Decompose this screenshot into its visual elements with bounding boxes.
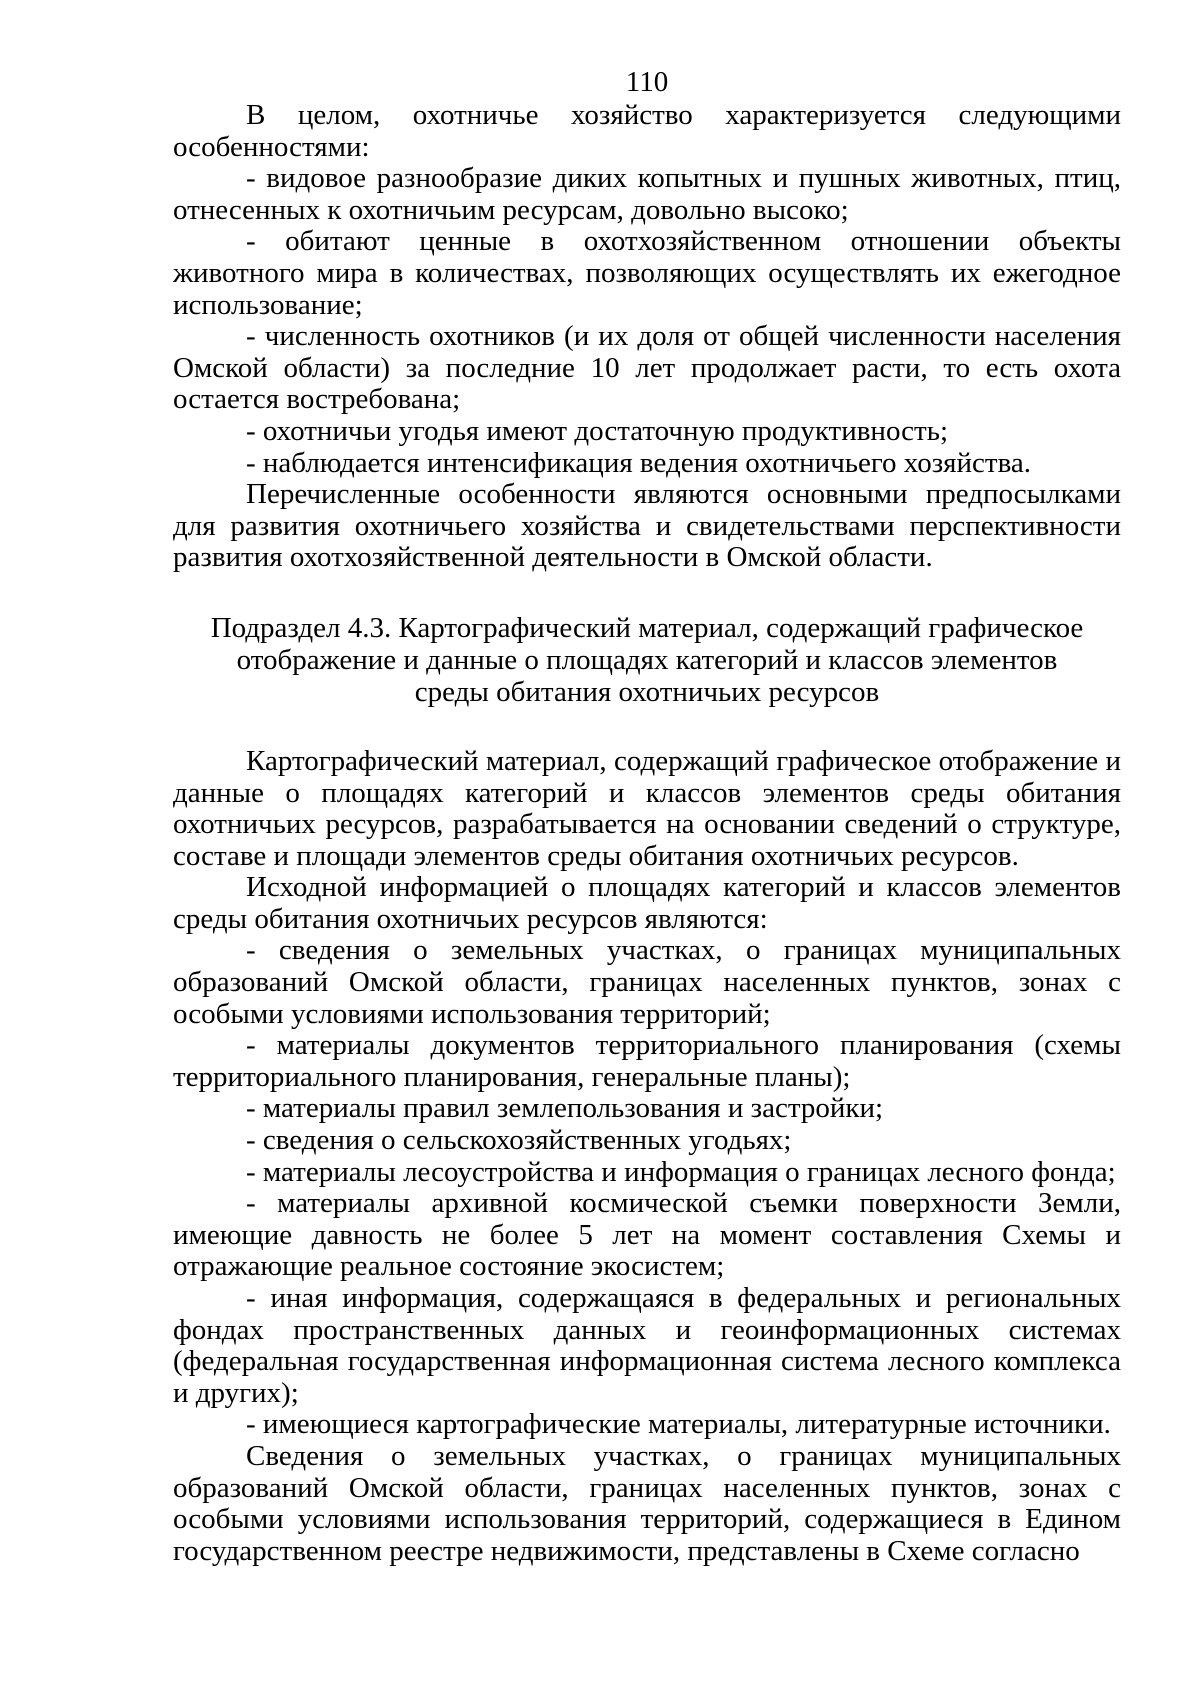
list-item-species-diversity: - видовое разнообразие диких копытных и пушных животных, птиц, отнесенных к охотничьим ресурсам, довольно высоко; [173, 162, 1121, 226]
page-number: 110 [625, 66, 669, 98]
paragraph-intro: В целом, охотничье хозяйство характеризуется следующими особенностями: [173, 99, 1121, 163]
list-item-other-info: - иная информация, содержащаяся в федеральных и региональных фондах пространственных данных и геоинформационных системах (федеральная государственная информационная система лесного комплекса и других); [173, 1282, 1121, 1409]
list-item-land-plots: - сведения о земельных участках, о границах муниципальных образований Омской области, границах населенных пунктов, зонах с особыми условиями использования территорий; [173, 934, 1121, 1030]
heading-line: отображение и данные о площадях категорий и классов элементов [236, 643, 1058, 676]
list-item-land-use-rules: - материалы правил землепользования и застройки; [246, 1092, 884, 1125]
paragraph-source-info: Исходной информацией о площадях категорий и классов элементов среды обитания охотничьих ресурсов являются: [173, 871, 1121, 935]
document-page [173, 66, 1121, 1567]
paragraph-registry-info: Сведения о земельных участках, о границах муниципальных образований Омской области, границах населенных пунктов, зонах с особыми условиями использования территорий, содержащиеся в Едином государственном реестре недвижимости, представлены в Схеме согласно [173, 1439, 1121, 1567]
list-item-valuable-fauna: - обитают ценные в охотхозяйственном отношении объекты животного мира в количествах, позволяющих осуществлять их ежегодное использование; [173, 225, 1121, 321]
section-cartographic-material [173, 746, 1121, 1567]
list-item-forest-management: - материалы лесоустройства и информация о границах лесного фонда; [246, 1155, 1116, 1188]
list-item-intensification: - наблюдается интенсификация ведения охотничьего хозяйства. [246, 446, 1031, 479]
list-item-productivity: - охотничьи угодья имеют достаточную продуктивность; [246, 414, 949, 447]
list-item-cartographic-sources: - имеющиеся картографические материалы, литературные источники. [246, 1408, 1111, 1441]
heading-line: Подраздел 4.3. Картографический материал, содержащий графическое [210, 611, 1084, 644]
list-item-hunters-count: - численность охотников (и их доля от общей численности населения Омской области) за последние 10 лет продолжает расти, то есть охота остается востребована; [173, 320, 1121, 416]
list-item-agricultural-lands: - сведения о сельскохозяйственных угодьях; [246, 1124, 792, 1157]
paragraph-conclusion: Перечисленные особенности являются основными предпосылками для развития охотничьего хозяйства и свидетельствами перспективности развития охотхозяйственной деятельности в Омской области. [173, 478, 1121, 574]
section-hunting-features [173, 100, 1121, 574]
subsection-heading [173, 612, 1121, 708]
heading-line: среды обитания охотничьих ресурсов [414, 675, 880, 708]
paragraph-cartographic-intro: Картографический материал, содержащий графическое отображение и данные о площадях категорий и классов элементов среды обитания охотничьих ресурсов, разрабатывается на основании сведений о структуре, составе и площади элементов среды обитания охотничьих ресурсов. [173, 744, 1121, 872]
list-item-territorial-planning: - материалы документов территориального планирования (схемы территориального планирования, генеральные планы); [173, 1029, 1121, 1093]
list-item-satellite-imagery: - материалы архивной космической съемки поверхности Земли, имеющие давность не более 5 лет на момент составления Схемы и отражающие реальное состояние экосистем; [173, 1187, 1121, 1283]
